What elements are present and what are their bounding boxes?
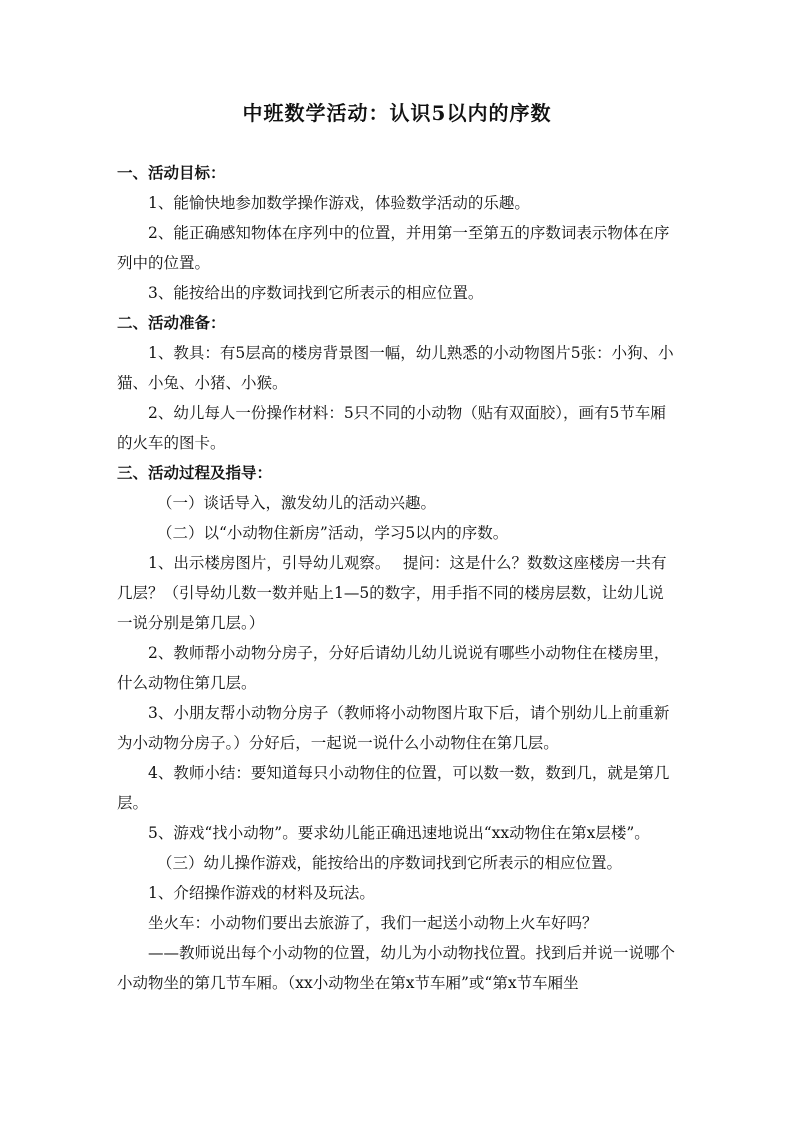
paragraph: 5、游戏“找小动物”。要求幼儿能正确迅速地说出“xx动物住在第x层楼”。 — [148, 824, 650, 842]
subsection-heading: （二）以“小动物住新房”活动，学习5以内的序数。 — [157, 524, 509, 542]
paragraph: ——教师说出每个小动物的位置，幼儿为小动物找位置。找到后并说一说哪个小动物坐的第几节车厢。（xx小动物坐在第x节车厢”或“第x节车厢坐 — [117, 944, 676, 992]
paragraph: 1、教具：有5层高的楼房背景图一幅，幼儿熟悉的小动物图片5张：小狗、小猫、小兔、小猪、小猴。 — [117, 344, 674, 392]
paragraph: 2、幼儿每人一份操作材料：5只不同的小动物（贴有双面胶），画有5节车厢的火车的图卡。 — [117, 404, 666, 452]
paragraph: 坐火车：小动物们要出去旅游了，我们一起送小动物上火车好吗？ — [148, 914, 598, 932]
subsection-heading: （三）幼儿操作游戏，能按给出的序数词找到它所表示的相应位置。 — [157, 854, 623, 872]
paragraph: 2、能正确感知物体在序列中的位置，并用第一至第五的序数词表示物体在序列中的位置。 — [117, 224, 670, 272]
paragraph: 4、教师小结：要知道每只小动物住的位置，可以数一数，数到几，就是第几层。 — [117, 764, 670, 812]
paragraph: 1、能愉快地参加数学操作游戏，体验数学活动的乐趣。 — [148, 194, 530, 212]
paragraph: 2、教师帮小动物分房子，分好后请幼儿幼儿说说有哪些小动物住在楼房里，什么动物住第几层。 — [117, 644, 670, 692]
section-heading-goals: 一、活动目标： — [117, 163, 226, 182]
paragraph: 3、能按给出的序数词找到它所表示的相应位置。 — [148, 284, 484, 302]
section-heading-preparation: 二、活动准备： — [117, 313, 226, 332]
subsection-heading: （一）谈话导入，激发幼儿的活动兴趣。 — [157, 494, 437, 512]
paragraph: 3、小朋友帮小动物分房子（教师将小动物图片取下后，请个别幼儿上前重新为小动物分房子。）分好后，一起说一说什么小动物住在第几层。 — [117, 704, 670, 752]
paragraph: 1、介绍操作游戏的材料及玩法。 — [148, 884, 375, 902]
paragraph: 1、出示楼房图片，引导幼儿观察。 提问：这是什么？数数这座楼房一共有几层？（引导幼儿数一数并贴上1—5的数字，用手指不同的楼房层数，让幼儿说一说分别是第几层。） — [117, 554, 667, 632]
section-heading-process: 三、活动过程及指导： — [117, 463, 273, 482]
document-title: 中班数学活动：认识5以内的序数 — [242, 101, 552, 125]
document-body — [117, 158, 677, 998]
